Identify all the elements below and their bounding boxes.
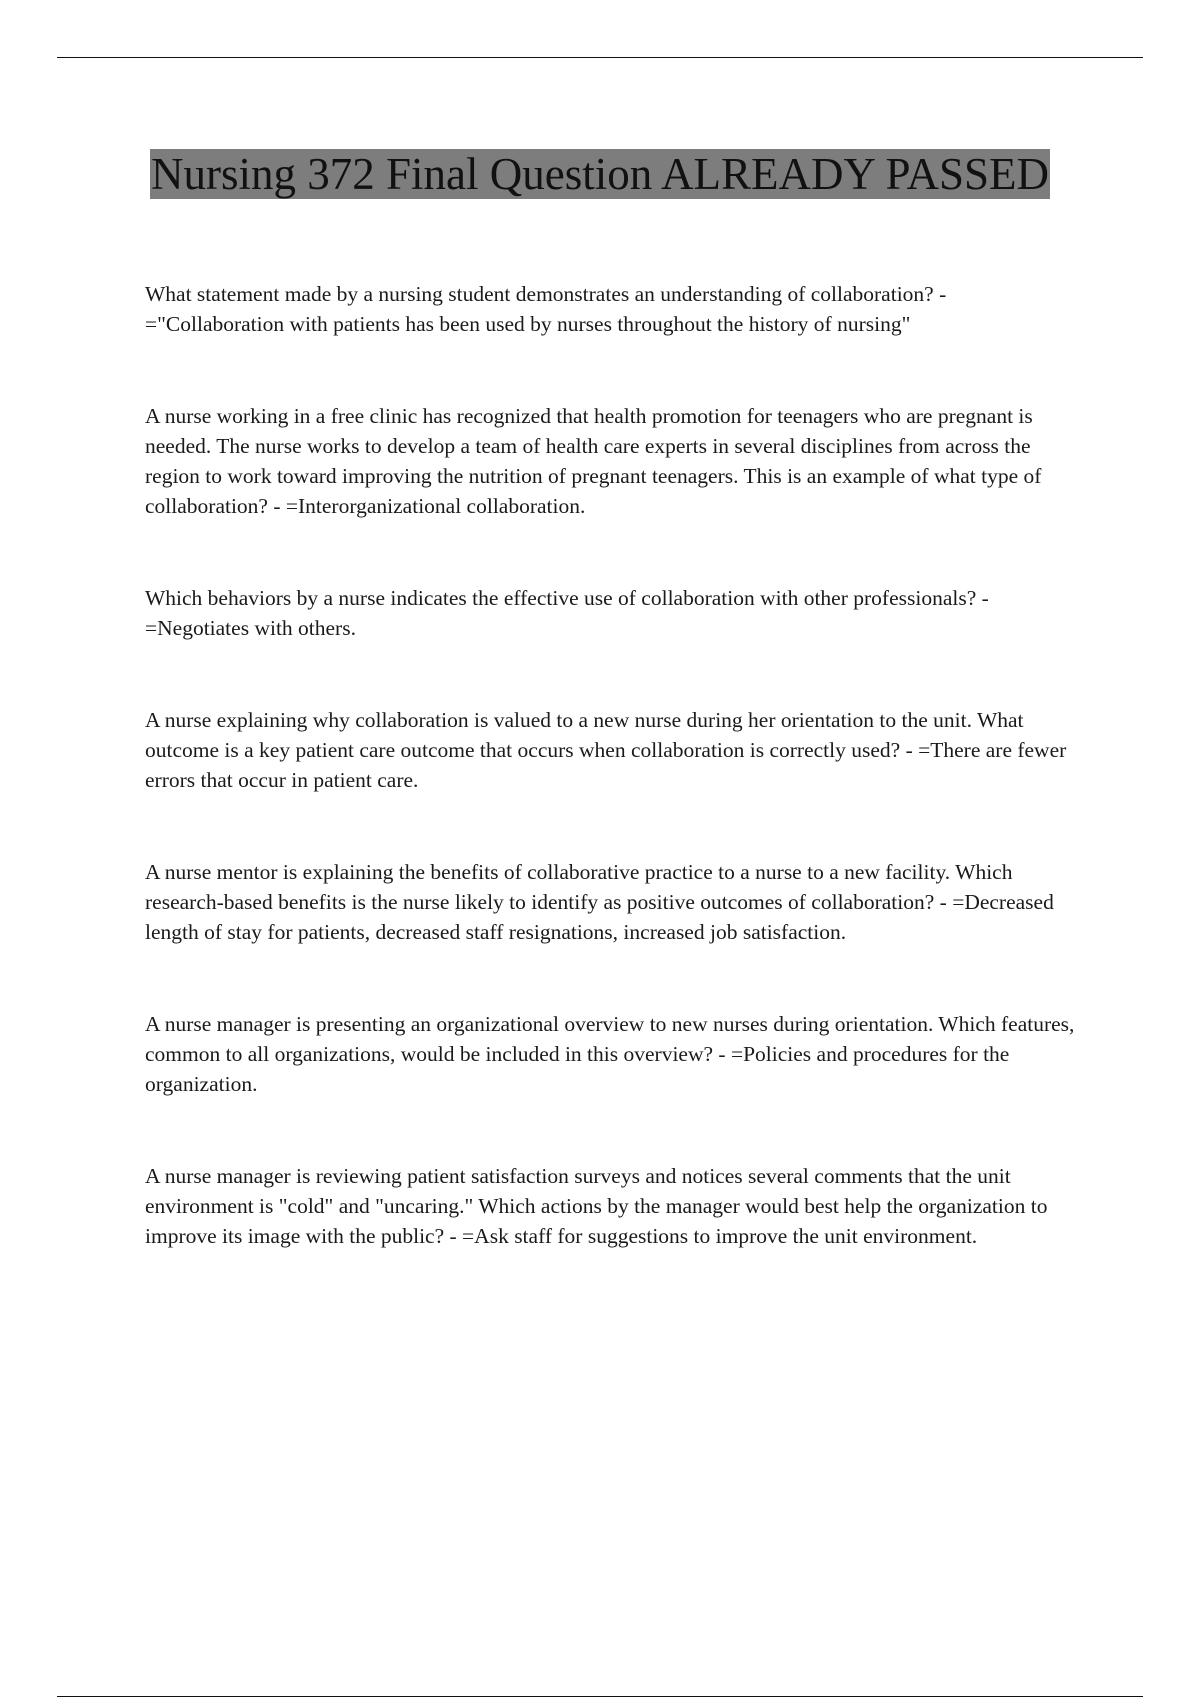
question-list	[145, 279, 1090, 1313]
title-block	[120, 144, 1080, 205]
top-rule	[57, 57, 1143, 58]
question-item: Which behaviors by a nurse indicates the effective use of collaboration with other professionals? - =Negotiates with others.	[145, 586, 989, 640]
question-item: A nurse explaining why collaboration is valued to a new nurse during her orientation to the unit. What outcome is a key patient care outcome that occurs when collaboration is correctly used? - =There are fewer errors that occur in patient care.	[145, 708, 1067, 792]
question-item: A nurse manager is reviewing patient satisfaction surveys and notices several comments that the unit environment is "cold" and "uncaring." Which actions by the manager would best help the organization to improve its image with the public? - =Ask staff for suggestions to improve the unit environment.	[145, 1164, 1048, 1248]
question-item: A nurse working in a free clinic has recognized that health promotion for teenagers who are pregnant is needed. The nurse works to develop a team of health care experts in several disciplines from across the region to work toward improving the nutrition of pregnant teenagers. This is an example of what type of collaboration? - =Interorganizational collaboration.	[145, 404, 1042, 518]
question-item: A nurse manager is presenting an organizational overview to new nurses during orientation. Which features, common to all organizations, would be included in this overview? - =Policies and procedures for the organization.	[145, 1012, 1075, 1096]
question-item: A nurse mentor is explaining the benefits of collaborative practice to a nurse to a new facility. Which research-based benefits is the nurse likely to identify as positive outcomes of collaboration? - =Decreased length of stay for patients, decreased staff resignations, increased job satisfaction.	[145, 860, 1054, 944]
document-title: Nursing 372 Final Question ALREADY PASSED	[150, 149, 1049, 199]
question-item: What statement made by a nursing student demonstrates an understanding of collaboration? - ="Collaboration with patients has been used by nurses throughout the history of nursing"	[145, 282, 947, 336]
bottom-rule	[57, 1696, 1143, 1697]
